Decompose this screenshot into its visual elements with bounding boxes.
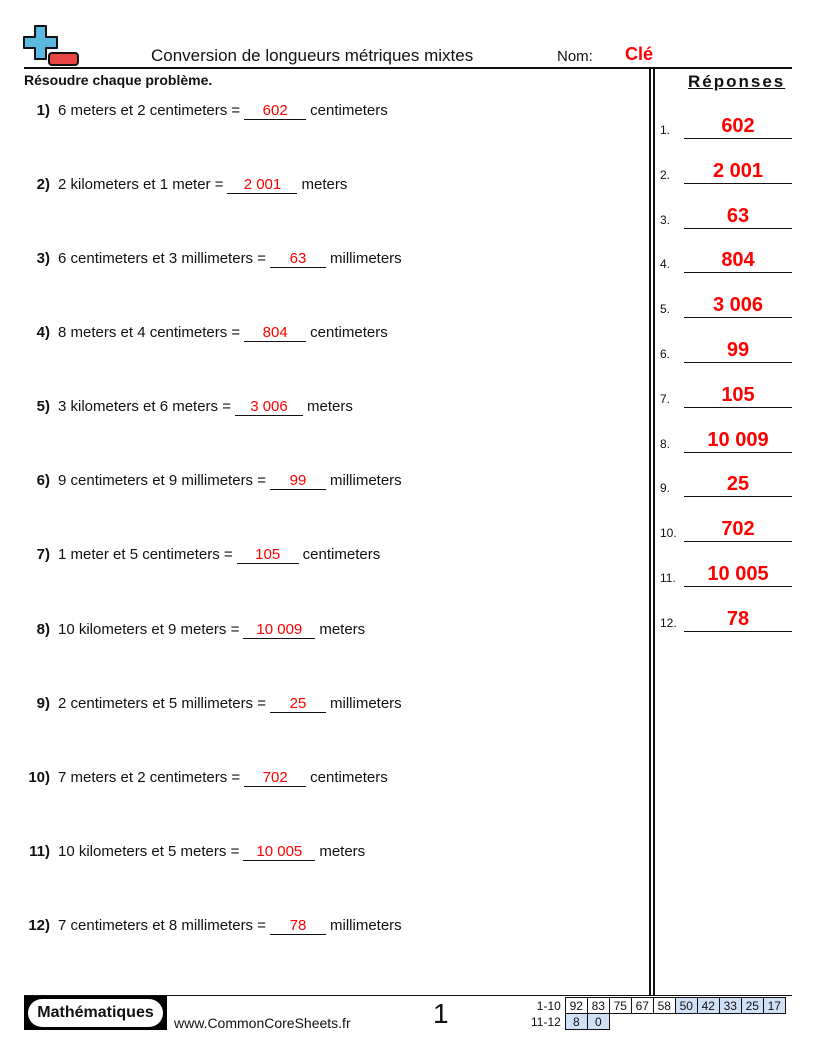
problem-number: 1): [36, 102, 50, 119]
problem-unit: millimeters: [330, 250, 402, 267]
column-divider-left: [649, 68, 651, 996]
answer-key-value: 702: [721, 518, 755, 541]
answer-key-row: [660, 288, 792, 318]
score-row-label: 1-10: [536, 998, 561, 1013]
problem-number: 9): [36, 695, 50, 712]
answer-key-row: [660, 512, 792, 542]
answer-key-line: [684, 138, 792, 139]
answer-blank[interactable]: 78: [270, 916, 326, 935]
answer-blank[interactable]: 10 009: [243, 620, 315, 639]
answer-key-number: 6.: [660, 347, 671, 361]
problem-unit: meters: [319, 843, 366, 860]
answer-key-row: [660, 109, 792, 139]
problem-number: 10): [28, 769, 50, 786]
answer-key-value: 10 005: [707, 563, 769, 585]
problem-text: 1 meter et 5 centimeters =: [58, 546, 233, 563]
answer-key-line: [684, 541, 792, 542]
problem-row: [0, 101, 388, 125]
answer-key-row: [660, 154, 792, 184]
answer-key-line: [684, 496, 792, 497]
problem-text: 8 meters et 4 centimeters =: [58, 324, 241, 341]
score-cell: 42: [697, 998, 719, 1014]
answer-key-row: [660, 333, 792, 363]
answer-key-value: 105: [721, 383, 755, 406]
problem-row: [0, 916, 402, 940]
answer-blank[interactable]: 804: [244, 323, 306, 342]
problem-row: [0, 323, 388, 347]
problem-number: 12): [28, 917, 50, 934]
answer-key-line: [684, 183, 792, 184]
worksheet-title: Conversion de longueurs métriques mixtes: [151, 46, 474, 65]
answer-key-number: 4.: [660, 257, 671, 272]
score-cell: 58: [653, 998, 675, 1014]
answer-key-value: 25: [726, 473, 750, 496]
answer-key-number: 9.: [660, 481, 671, 496]
problem-row: [0, 545, 380, 569]
score-cell: 67: [631, 998, 653, 1014]
header-divider: [24, 67, 792, 69]
problem-unit: millimeters: [330, 917, 402, 934]
problem-text: 3 kilometers et 6 meters =: [58, 398, 231, 415]
answer-key-line: [684, 631, 792, 632]
plus-minus-logo-icon: [22, 24, 80, 68]
problem-unit: centimeters: [302, 546, 381, 563]
score-cell: 25: [741, 998, 763, 1014]
score-row-1-10: [528, 998, 785, 1014]
answer-key-number: 10.: [660, 526, 677, 541]
answer-key-value: 3 006: [712, 294, 764, 317]
answer-key-row: [660, 199, 792, 229]
instructions: Résoudre chaque problème.: [24, 72, 213, 88]
problem-row: [0, 768, 388, 792]
problem-number: 6): [36, 472, 50, 489]
score-table: [528, 997, 786, 1030]
site-url: www.CommonCoreSheets.fr: [174, 1015, 351, 1031]
problem-unit: centimeters: [310, 102, 388, 119]
answer-key-line: [684, 362, 792, 363]
answer-key-row: [660, 243, 792, 273]
answer-blank[interactable]: 702: [244, 768, 306, 787]
page-number: 1: [433, 998, 449, 1029]
answer-key-row: [660, 423, 792, 453]
problem-row: [0, 397, 353, 421]
score-cell: 0: [587, 1014, 609, 1030]
problem-text: 7 centimeters et 8 millimeters =: [58, 917, 266, 934]
answer-blank[interactable]: 105: [237, 545, 299, 564]
problem-text: 10 kilometers et 5 meters =: [58, 843, 240, 860]
score-cell: 50: [675, 998, 697, 1014]
problem-number: 8): [36, 621, 50, 638]
answer-key-value: 602: [721, 115, 755, 137]
answer-blank[interactable]: 3 006: [235, 397, 303, 416]
brand-label: Mathématiques: [28, 999, 163, 1027]
problem-number: 7): [36, 546, 50, 563]
problem-text: 6 meters et 2 centimeters =: [58, 102, 241, 119]
score-row-label: 11-12: [531, 1014, 561, 1029]
problem-text: 2 centimeters et 5 millimeters =: [58, 695, 266, 712]
column-divider-right: [653, 68, 655, 996]
answer-key-value: 63: [726, 204, 750, 227]
answer-key-row: [660, 378, 792, 408]
answer-key-number: 5.: [660, 302, 671, 317]
answer-blank[interactable]: 25: [270, 694, 326, 713]
problem-number: 4): [36, 324, 50, 341]
answer-key-line: [684, 272, 792, 273]
problem-unit: centimeters: [310, 769, 388, 786]
problem-unit: meters: [301, 176, 348, 193]
answer-key-value: 2 001: [712, 159, 764, 182]
name-label: Nom:: [557, 48, 593, 65]
problem-text: 9 centimeters et 9 millimeters =: [58, 472, 266, 489]
score-cell: 92: [565, 998, 587, 1014]
problem-unit: millimeters: [330, 472, 402, 489]
answer-key-number: 7.: [660, 391, 671, 406]
score-cell: 75: [609, 998, 631, 1014]
answer-key-row: [660, 467, 792, 497]
score-row-11-12: [528, 1014, 785, 1030]
answer-key-line: [684, 452, 792, 453]
answer-key-value: 804: [721, 249, 755, 272]
problem-text: 7 meters et 2 centimeters =: [58, 769, 241, 786]
problem-number: 2): [36, 176, 50, 193]
answer-blank[interactable]: 63: [270, 249, 326, 268]
answer-blank[interactable]: 2 001: [227, 175, 297, 194]
problem-text: 6 centimeters et 3 millimeters =: [58, 250, 266, 267]
answer-blank[interactable]: 10 005: [243, 842, 315, 861]
answer-key-line: [684, 317, 792, 318]
answers-heading: Réponses: [688, 72, 786, 91]
problem-row: [0, 175, 347, 199]
problem-number: 11): [29, 843, 50, 860]
problem-unit: meters: [319, 621, 366, 638]
problem-text: 2 kilometers et 1 meter =: [58, 176, 224, 193]
problem-row: [0, 471, 402, 495]
answer-key-number: 11.: [660, 571, 676, 585]
problem-text: 10 kilometers et 9 meters =: [58, 621, 240, 638]
answer-key-value: 10 009: [707, 428, 769, 451]
problem-unit: meters: [306, 398, 353, 415]
name-value: Clé: [625, 44, 654, 64]
problem-number: 3): [36, 250, 50, 267]
answer-blank[interactable]: 99: [270, 471, 326, 490]
answer-key-number: 12.: [660, 615, 677, 630]
answer-blank[interactable]: 602: [244, 101, 306, 120]
score-cell: 83: [587, 998, 609, 1014]
problem-unit: centimeters: [310, 324, 388, 341]
answer-key-row: [660, 602, 792, 632]
problem-unit: millimeters: [330, 695, 402, 712]
score-cell: 8: [565, 1014, 587, 1030]
score-cell: 17: [763, 998, 785, 1014]
answer-key-number: 2.: [660, 167, 671, 182]
answer-key-number: 1.: [660, 123, 671, 137]
problem-row: [0, 694, 402, 718]
problem-row: [0, 620, 365, 644]
answer-key-row: [660, 557, 792, 587]
answer-key-value: 78: [726, 607, 750, 630]
score-cell: 33: [719, 998, 741, 1014]
answer-key-value: 99: [726, 339, 750, 361]
problem-number: 5): [36, 398, 50, 415]
problem-row: [0, 249, 402, 273]
answer-key-line: [684, 586, 792, 587]
answer-key-line: [684, 407, 792, 408]
answer-key-number: 8.: [660, 436, 671, 451]
answer-key-line: [684, 228, 792, 229]
problem-row: [0, 842, 365, 866]
answer-key-number: 3.: [660, 212, 671, 227]
